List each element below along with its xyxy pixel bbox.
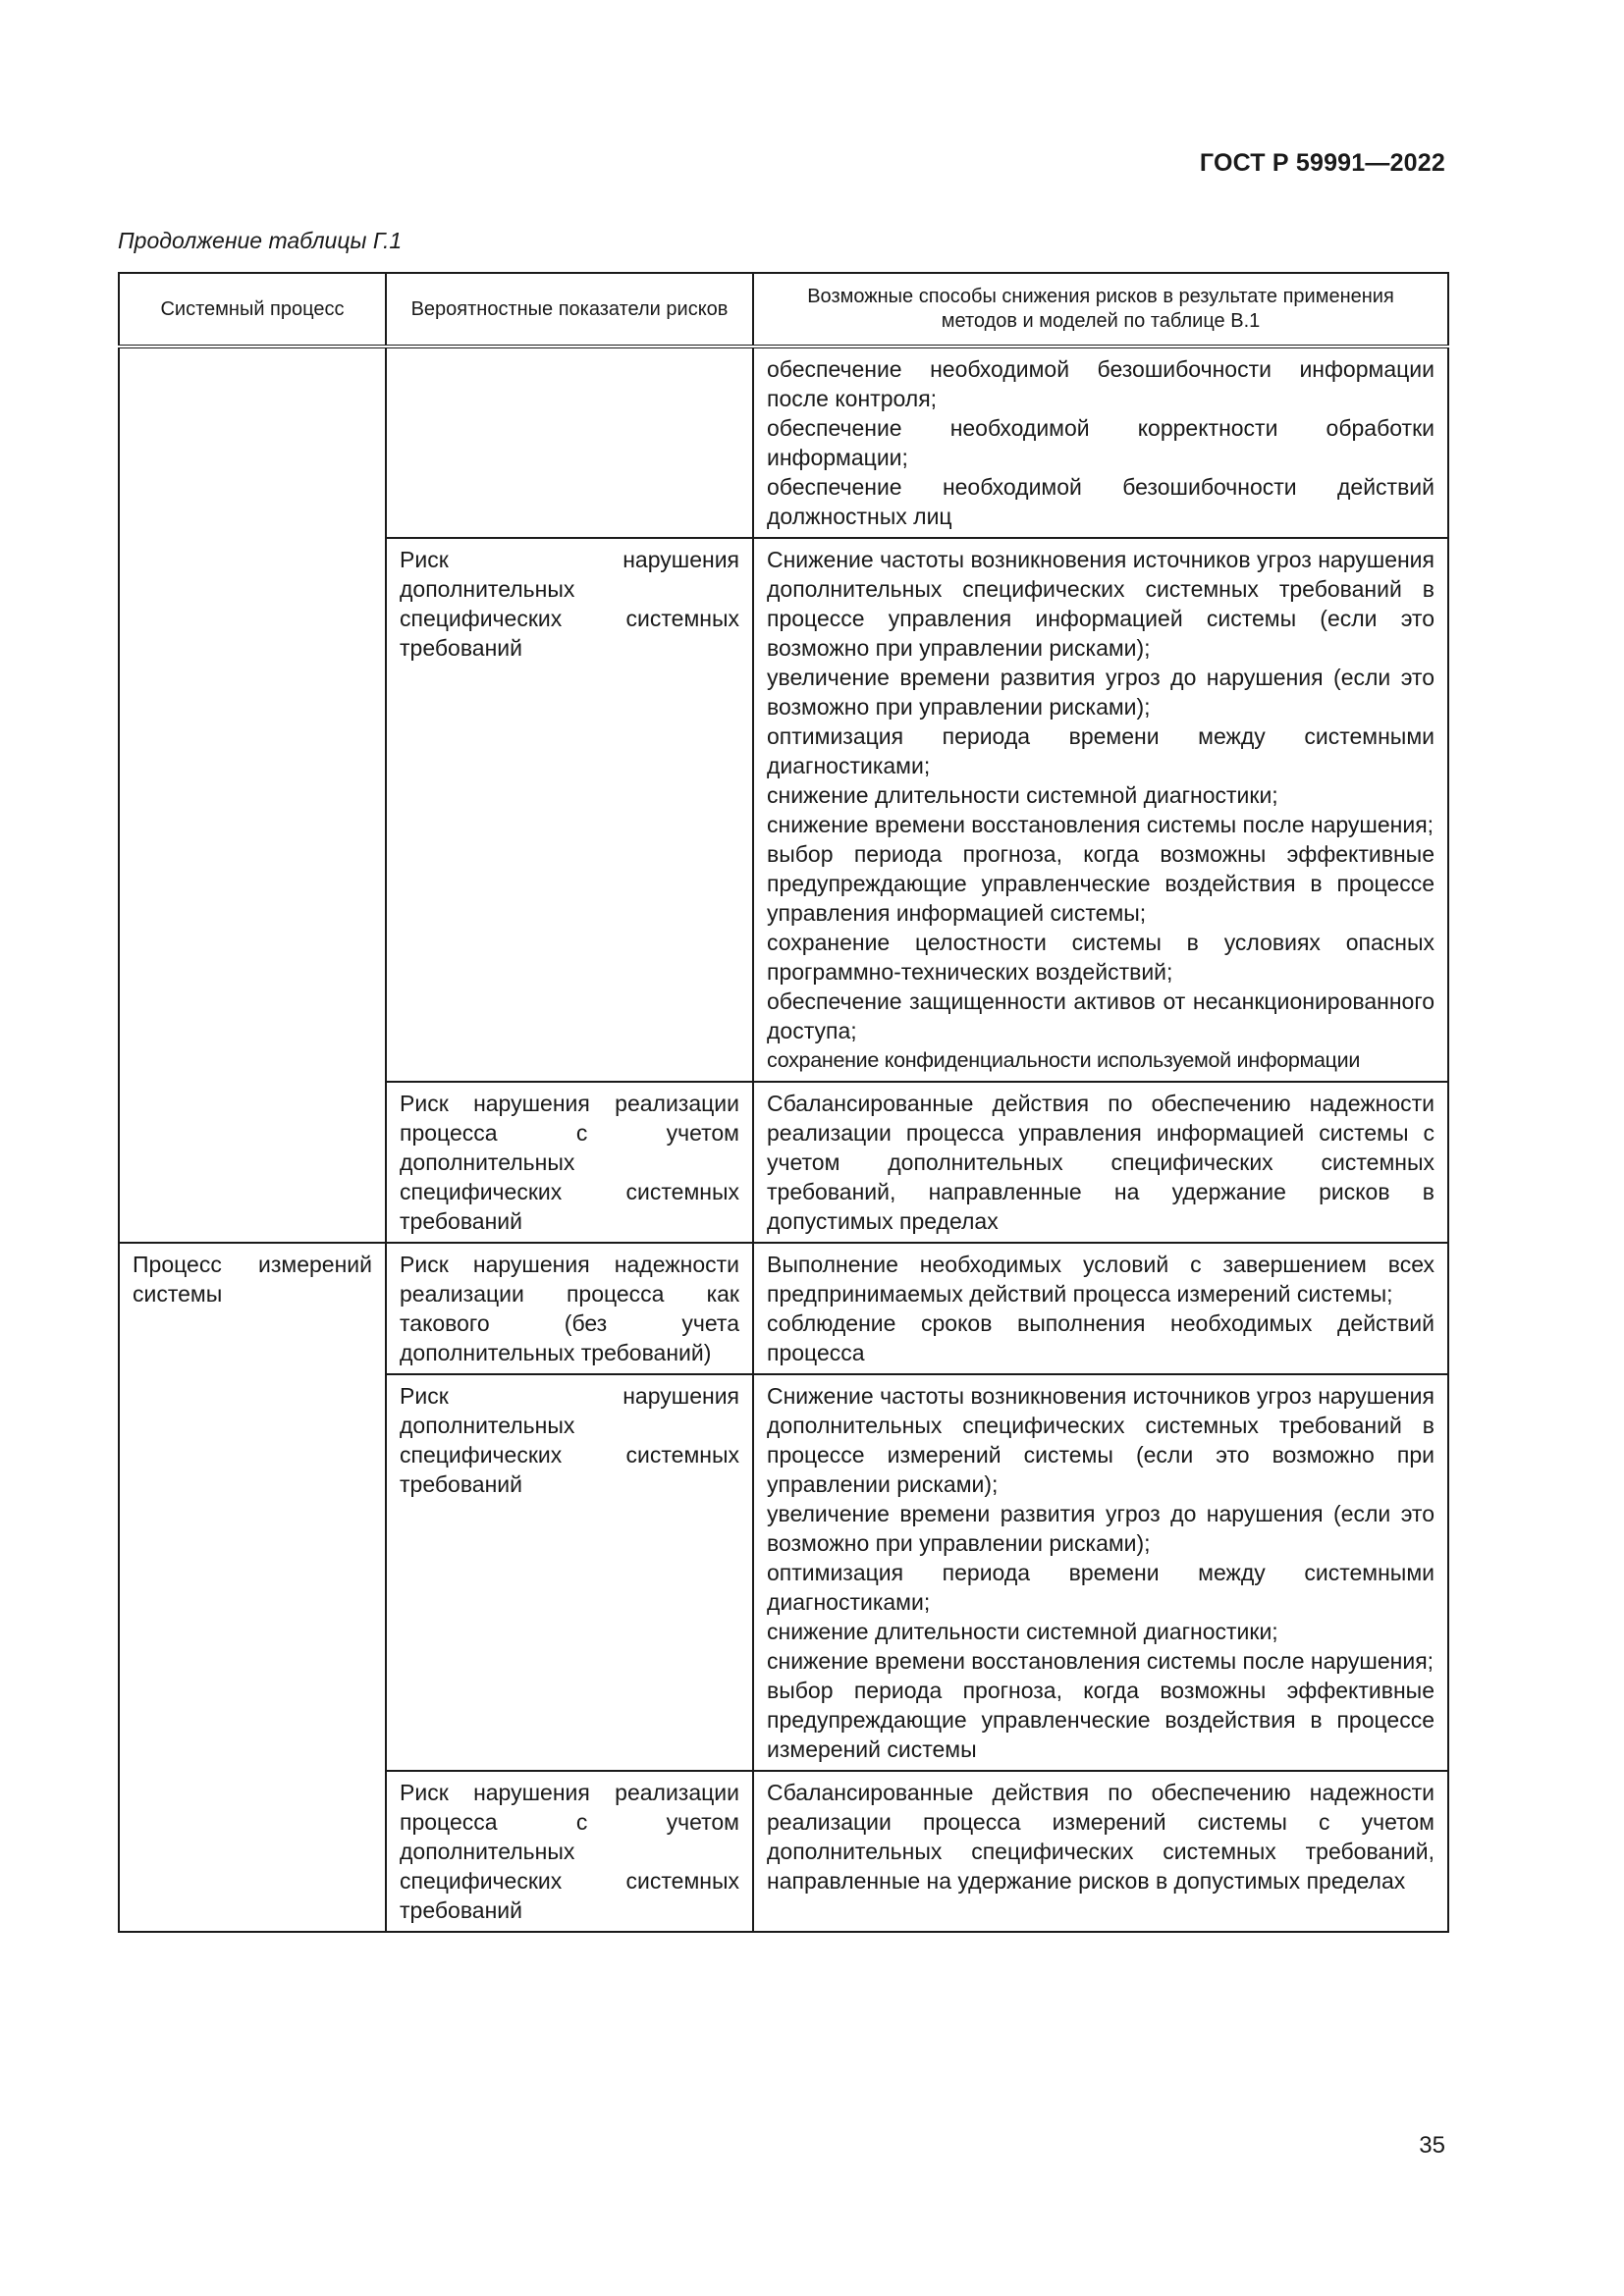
measure-item: обеспечение необходимой корректности обработки информации; xyxy=(767,415,1435,470)
risk-cell: Риск нарушения надежности реализации процесса как такового (без учета дополнительных требований) xyxy=(386,1243,753,1374)
measure-item: Снижение частоты возникновения источников угроз нарушения дополнительных специфических системных требований в процессе измерений системы (если это возможно при управлении рисками); xyxy=(767,1383,1435,1497)
column-header-risk: Вероятностные показатели рисков xyxy=(386,273,753,347)
risk-cell: Риск нарушения дополнительных специфических системных требований xyxy=(386,538,753,1082)
measure-item: увеличение времени развития угроз до нарушения (если это возможно при управлении рисками); xyxy=(767,1501,1435,1556)
table-row xyxy=(119,1243,1448,1374)
measures-cell xyxy=(753,347,1448,538)
measure-item: оптимизация периода времени между системными диагностиками; xyxy=(767,1560,1435,1615)
measures-cell xyxy=(753,1374,1448,1771)
process-cell xyxy=(119,347,386,1243)
measure-item: Снижение частоты возникновения источников угроз нарушения дополнительных специфических системных требований в процессе управления информацией системы (если это возможно при управлении рисками); xyxy=(767,547,1435,661)
measure-item: сохранение целостности системы в условиях опасных программно-технических воздействий; xyxy=(767,930,1435,985)
table-caption: Продолжение таблицы Г.1 xyxy=(118,228,403,253)
page-number: 35 xyxy=(1419,2132,1445,2159)
measure-item: снижение времени восстановления системы после нарушения; xyxy=(767,812,1435,837)
measure-item: Сбалансированные действия по обеспечению надежности реализации процесса управления информацией системы с учетом дополнительных специфических системных требований, направленные на удержание рисков в допустимых пределах xyxy=(767,1091,1435,1234)
process-cell: Процесс измерений системы xyxy=(119,1243,386,1932)
document-header: ГОСТ Р 59991—2022 xyxy=(1199,149,1445,177)
measure-item: соблюдение сроков выполнения необходимых действий процесса xyxy=(767,1310,1435,1365)
measure-item: обеспечение необходимой безошибочности информации после контроля; xyxy=(767,356,1435,411)
measure-item: обеспечение необходимой безошибочности действий должностных лиц xyxy=(767,474,1435,529)
measure-item: снижение длительности системной диагностики; xyxy=(767,782,1278,808)
risk-cell: Риск нарушения дополнительных специфических системных требований xyxy=(386,1374,753,1771)
measure-item: выбор периода прогноза, когда возможны эффективные предупреждающие управленческие воздействия в процессе управления информацией системы; xyxy=(767,841,1435,926)
risk-cell: Риск нарушения реализации процесса с учетом дополнительных специфических системных требований xyxy=(386,1082,753,1243)
column-header-process: Системный процесс xyxy=(119,273,386,347)
table-header-row xyxy=(119,273,1448,347)
measures-cell xyxy=(753,538,1448,1082)
measure-item: снижение длительности системной диагностики; xyxy=(767,1619,1278,1644)
measure-item: снижение времени восстановления системы после нарушения; xyxy=(767,1648,1435,1674)
measure-item: обеспечение защищенности активов от несанкционированного доступа; xyxy=(767,988,1435,1043)
table-row xyxy=(119,347,1448,538)
measure-item: выбор периода прогноза, когда возможны эффективные предупреждающие управленческие воздействия в процессе измерений системы xyxy=(767,1678,1435,1762)
risk-cell xyxy=(386,347,753,538)
measures-cell xyxy=(753,1082,1448,1243)
measures-cell xyxy=(753,1243,1448,1374)
risk-table xyxy=(118,272,1449,1933)
measure-item: увеличение времени развития угроз до нарушения (если это возможно при управлении рисками); xyxy=(767,665,1435,720)
column-header-measures: Возможные способы снижения рисков в результате применения методов и моделей по таблице В.1 xyxy=(753,273,1448,347)
risk-cell: Риск нарушения реализации процесса с учетом дополнительных специфических системных требований xyxy=(386,1771,753,1932)
measure-item: Выполнение необходимых условий с завершением всех предпринимаемых действий процесса измерений системы; xyxy=(767,1252,1435,1307)
measures-cell xyxy=(753,1771,1448,1932)
measure-item: оптимизация периода времени между системными диагностиками; xyxy=(767,723,1435,778)
measure-item: Сбалансированные действия по обеспечению надежности реализации процесса измерений системы с учетом дополнительных специфических системных требований, направленные на удержание рисков в допустимых пределах xyxy=(767,1780,1435,1894)
measure-item: сохранение конфиденциальности используемой информации xyxy=(767,1048,1361,1072)
